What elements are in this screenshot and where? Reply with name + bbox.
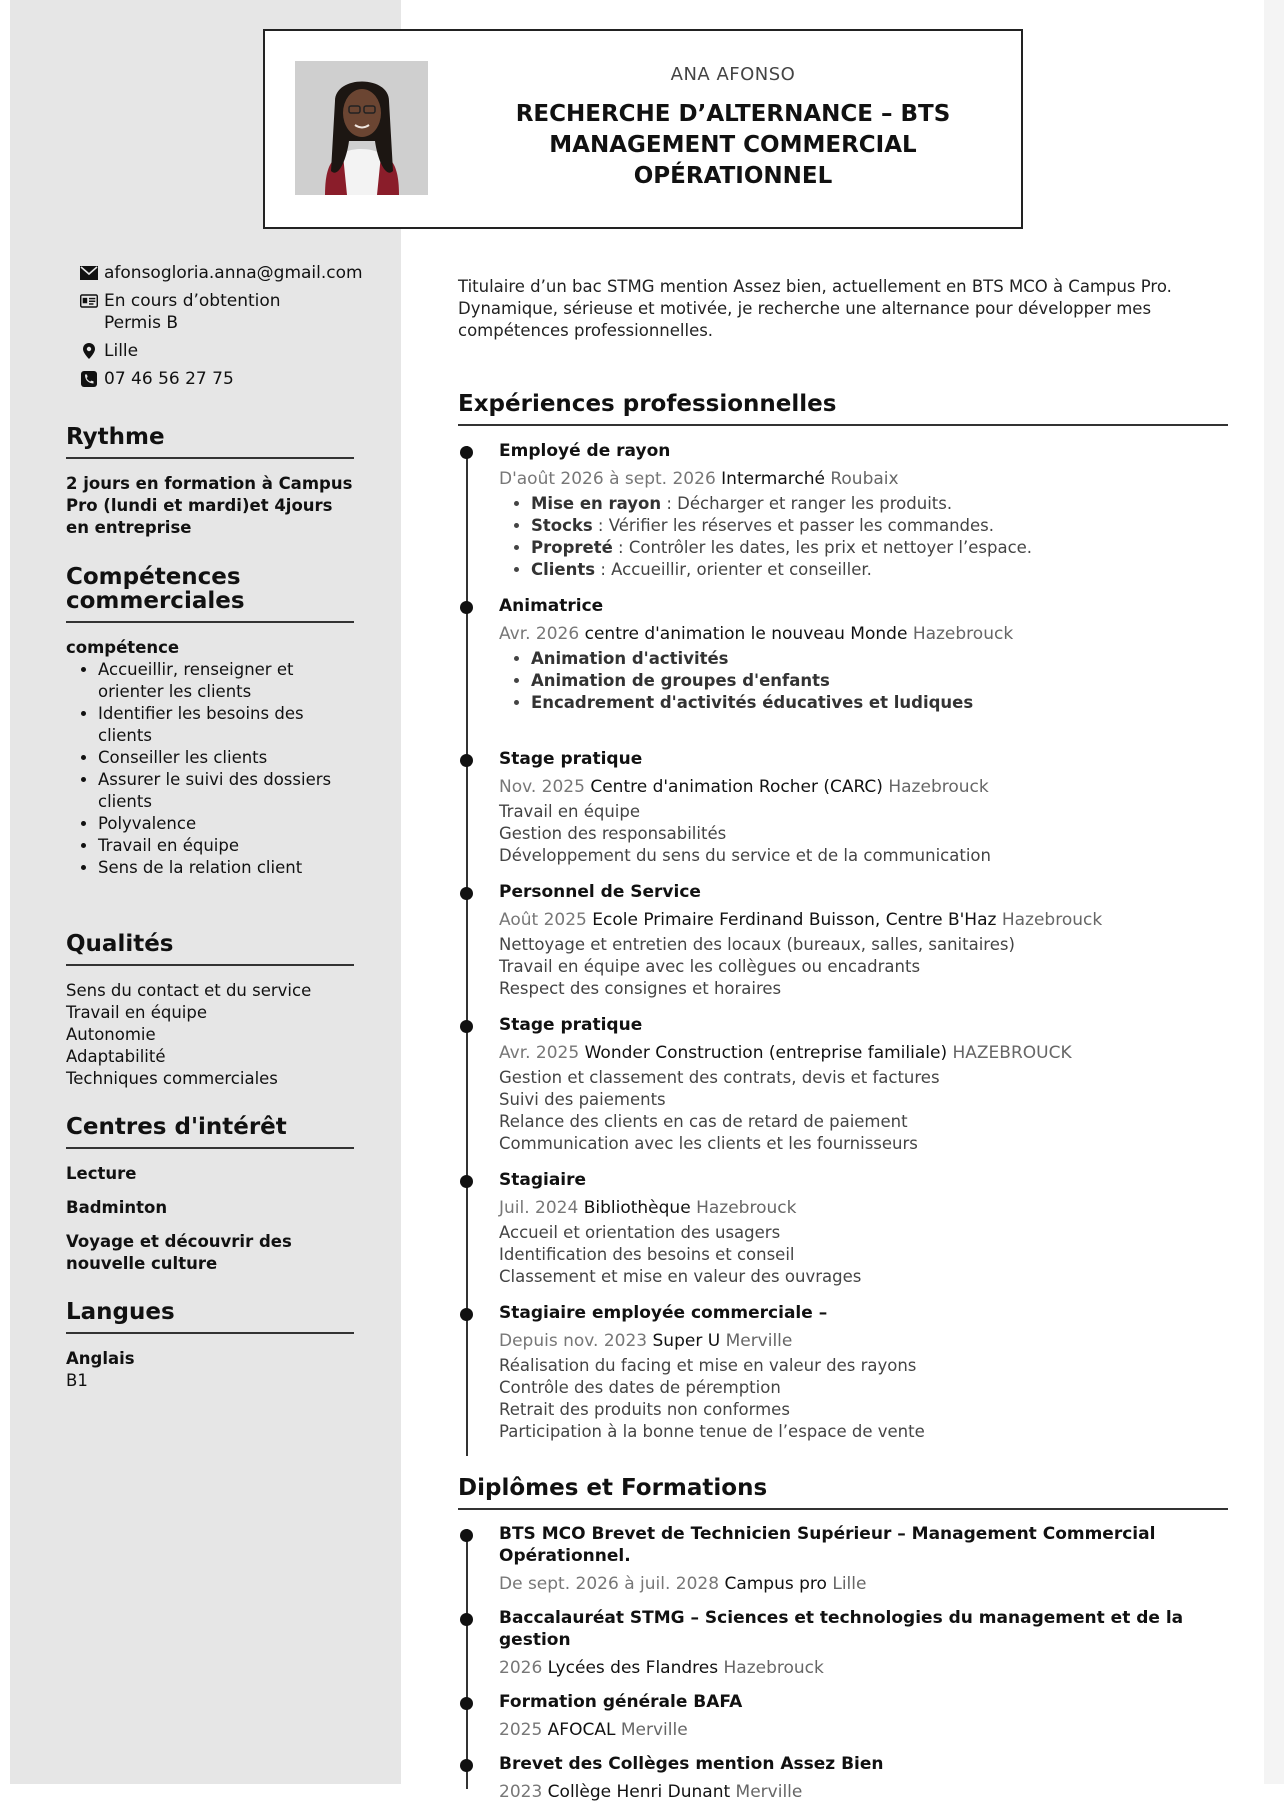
qualite-item: Autonomie [66, 1025, 156, 1044]
qualites-section [66, 932, 354, 1090]
experience-line: Développement du sens du service et de la communication [499, 846, 991, 865]
resume-title: RECHERCHE D’ALTERNANCE – BTS MANAGEMENT COMMERCIAL OPÉRATIONNEL [515, 101, 951, 189]
contact-license [70, 290, 390, 334]
competences-subheading: compétence [66, 638, 180, 657]
bullet-item: • Clients : Accueillir, orienter et conseiller. [531, 559, 1228, 581]
formation-title: BTS MCO Brevet de Technicien Supérieur – Management Commercial Opérationnel. [499, 1524, 1156, 1566]
contact-city [70, 340, 390, 362]
experience-line: Gestion des responsabilités [499, 824, 727, 843]
experience-line: Classement et mise en valeur des ouvrages [499, 1267, 862, 1286]
experience-date: Depuis nov. 2023 [499, 1331, 648, 1351]
formation-entry [458, 1607, 1228, 1679]
experience-city: Merville [725, 1331, 793, 1351]
formation-city: Merville [735, 1782, 803, 1802]
formation-meta [499, 1657, 1228, 1679]
experience-line: Gestion et classement des contrats, devis et factures [499, 1068, 940, 1087]
formation-date: 2025 [499, 1720, 543, 1740]
experience-line: Accueil et orientation des usagers [499, 1223, 781, 1242]
timeline-dot [460, 754, 473, 767]
experience-line: Réalisation du facing et mise en valeur des rayons [499, 1356, 917, 1375]
formation-city: Merville [620, 1720, 688, 1740]
formation-title: Brevet des Collèges mention Assez Bien [499, 1754, 884, 1774]
header-box [263, 29, 1023, 229]
experience-org: Intermarché [721, 469, 825, 489]
experience-org: Super U [652, 1331, 721, 1351]
experience-bullets [499, 493, 1228, 581]
city-text: Lille [104, 341, 139, 361]
formation-city: Hazebrouck [723, 1658, 824, 1678]
email-text: afonsogloria.anna@gmail.com [104, 263, 363, 283]
experience-line: Respect des consignes et horaires [499, 979, 782, 998]
experience-date: Août 2025 [499, 910, 587, 930]
language-level: B1 [66, 1371, 88, 1390]
timeline-dot [460, 1697, 473, 1710]
qualite-item: Techniques commerciales [66, 1069, 278, 1088]
experience-line: Nettoyage et entretien des locaux (bureaux, salles, sanitaires) [499, 935, 1015, 954]
experience-date: Nov. 2025 [499, 777, 585, 797]
formation-meta [499, 1781, 1228, 1803]
formation-org: Lycées des Flandres [547, 1658, 719, 1678]
candidate-name: ANA AFONSO [670, 64, 796, 85]
langues-section [66, 1300, 354, 1392]
profile-photo-image [295, 61, 428, 195]
competences-list [66, 659, 354, 879]
experience-line: Travail en équipe [499, 802, 640, 821]
formation-date: 2026 [499, 1658, 543, 1678]
timeline-dot [460, 1020, 473, 1033]
experience-lines [499, 1222, 1228, 1288]
qualite-item: Sens du contact et du service [66, 981, 312, 1000]
experience-title: Employé de rayon [499, 441, 671, 461]
experience-title: Animatrice [499, 596, 604, 616]
experience-meta [499, 776, 1228, 798]
experience-line: Travail en équipe avec les collègues ou encadrants [499, 957, 921, 976]
interest-item: Voyage et découvrir des nouvelle culture [66, 1232, 292, 1273]
experience-city: Hazebrouck [1001, 910, 1103, 930]
experience-meta [499, 1042, 1228, 1064]
formation-meta [499, 1719, 1228, 1741]
contact-email[interactable] [70, 262, 390, 284]
qualites-heading: Qualités [66, 932, 354, 966]
experience-entry [458, 595, 1228, 714]
competence-item: • Identifier les besoins des clients [98, 703, 354, 747]
rythme-heading: Rythme [66, 425, 354, 459]
competence-item: • Sens de la relation client [98, 857, 354, 879]
formation-entry [458, 1523, 1228, 1595]
experience-date: D'août 2026 à sept. 2026 [499, 469, 716, 489]
experience-line: Relance des clients en cas de retard de paiement [499, 1112, 908, 1131]
interest-item: Badminton [66, 1198, 168, 1217]
bullet-item: • Stocks : Vérifier les réserves et passer les commandes. [531, 515, 1228, 537]
interets-heading: Centres d'intérêt [66, 1115, 354, 1149]
formations-timeline [458, 1523, 1228, 1817]
timeline-dot [460, 1529, 473, 1542]
experience-line: Contrôle des dates de péremption [499, 1378, 781, 1397]
experience-title: Stage pratique [499, 1015, 643, 1035]
formation-title: Formation générale BAFA [499, 1692, 743, 1712]
experience-city: Roubaix [830, 469, 899, 489]
experience-meta [499, 623, 1228, 645]
experience-title: Personnel de Service [499, 882, 701, 902]
experience-city: HAZEBROUCK [952, 1043, 1072, 1063]
experience-date: Juil. 2024 [499, 1198, 579, 1218]
experience-entry [458, 748, 1228, 867]
qualite-item: Travail en équipe [66, 1003, 207, 1022]
formation-date: 2023 [499, 1782, 543, 1802]
envelope-icon [70, 262, 104, 284]
bullet-item: • Mise en rayon : Décharger et ranger les produits. [531, 493, 1228, 515]
experiences-heading: Expériences professionnelles [458, 390, 1228, 426]
experience-lines [499, 801, 1228, 867]
experience-city: Hazebrouck [696, 1198, 797, 1218]
rythme-text: 2 jours en formation à Campus Pro (lundi et mardi)et 4jours en entreprise [66, 474, 353, 537]
formation-entry [458, 1753, 1228, 1803]
competence-item: • Accueillir, renseigner et orienter les clients [98, 659, 354, 703]
contact-phone[interactable] [70, 368, 390, 390]
experience-org: centre d'animation le nouveau Monde [584, 624, 908, 644]
formations-heading: Diplômes et Formations [458, 1474, 1228, 1510]
competence-item: • Assurer le suivi des dossiers clients [98, 769, 354, 813]
timeline-dot [460, 887, 473, 900]
experience-line: Retrait des produits non conformes [499, 1400, 790, 1419]
experience-title: Stagiaire [499, 1170, 587, 1190]
experience-org: Ecole Primaire Ferdinand Buisson, Centre B'Haz [592, 910, 997, 930]
experience-title: Stagiaire employée commerciale – [499, 1303, 828, 1323]
profile-summary: Titulaire d’un bac STMG mention Assez bien, actuellement en BTS MCO à Campus Pro. Dynamique, sérieuse et motivée, je recherche une alternance pour développer mes compétences professionnelles. [458, 277, 1172, 340]
experience-line: Suivi des paiements [499, 1090, 666, 1109]
location-pin-icon [70, 340, 104, 362]
competences-section [66, 565, 354, 879]
timeline-dot [460, 446, 473, 459]
bullet-item: • Propreté : Contrôler les dates, les prix et nettoyer l’espace. [531, 537, 1228, 559]
experience-lines [499, 934, 1228, 1000]
bullet-item: • Encadrement d'activités éducatives et ludiques [531, 692, 1228, 714]
formation-date: De sept. 2026 à juil. 2028 [499, 1574, 720, 1594]
experience-line: Identification des besoins et conseil [499, 1245, 795, 1264]
timeline-dot [460, 1308, 473, 1321]
competence-item: • Conseiller les clients [98, 747, 354, 769]
timeline-dot [460, 601, 473, 614]
phone-icon [70, 368, 104, 390]
timeline-dot [460, 1759, 473, 1772]
page-edge [1264, 0, 1284, 1784]
competence-item: • Travail en équipe [98, 835, 354, 857]
interest-item: Lecture [66, 1164, 137, 1183]
experience-org: Bibliothèque [583, 1198, 691, 1218]
formation-org: Campus pro [724, 1574, 827, 1594]
experience-city: Hazebrouck [912, 624, 1014, 644]
resume-page [10, 0, 1274, 1802]
experience-date: Avr. 2026 [499, 624, 580, 644]
experience-entry [458, 1014, 1228, 1155]
experience-meta [499, 1330, 1228, 1352]
formation-org: AFOCAL [547, 1720, 616, 1740]
experience-city: Hazebrouck [888, 777, 989, 797]
timeline-dot [460, 1175, 473, 1188]
competence-item: • Polyvalence [98, 813, 354, 835]
formation-meta [499, 1573, 1228, 1595]
language-name: Anglais [66, 1349, 135, 1368]
timeline-dot [460, 1613, 473, 1626]
experience-bullets [499, 648, 1228, 714]
formation-city: Lille [832, 1574, 867, 1594]
id-card-icon [70, 290, 104, 312]
experience-line: Communication avec les clients et les fournisseurs [499, 1134, 918, 1153]
phone-text: 07 46 56 27 75 [104, 369, 234, 389]
experience-entry [458, 1169, 1228, 1288]
experience-entry [458, 440, 1228, 581]
experience-entry [458, 1302, 1228, 1443]
profile-photo [295, 61, 428, 195]
experience-org: Wonder Construction (entreprise familiale) [584, 1043, 948, 1063]
qualite-item: Adaptabilité [66, 1047, 166, 1066]
formation-org: Collège Henri Dunant [547, 1782, 731, 1802]
rythme-section [66, 425, 354, 539]
experience-org: Centre d'animation Rocher (CARC) [590, 777, 883, 797]
formation-entry [458, 1691, 1228, 1741]
experience-meta [499, 468, 1228, 490]
experience-date: Avr. 2025 [499, 1043, 580, 1063]
experience-meta [499, 909, 1228, 931]
license-status: En cours d’obtention [104, 291, 281, 311]
experiences-timeline [458, 440, 1228, 1457]
experience-lines [499, 1067, 1228, 1155]
competences-heading: Compétences commerciales [66, 565, 354, 623]
experience-meta [499, 1197, 1228, 1219]
formation-title: Baccalauréat STMG – Sciences et technologies du management et de la gestion [499, 1608, 1184, 1650]
license-type: Permis B [104, 313, 179, 333]
experience-title: Stage pratique [499, 749, 643, 769]
experience-line: Participation à la bonne tenue de l’espace de vente [499, 1422, 925, 1441]
bullet-item: • Animation de groupes d'enfants [531, 670, 1228, 692]
interets-section [66, 1115, 354, 1287]
experience-lines [499, 1355, 1228, 1443]
bullet-item: • Animation d'activités [531, 648, 1228, 670]
contact-block [70, 262, 390, 396]
langues-heading: Langues [66, 1300, 354, 1334]
experience-entry [458, 881, 1228, 1000]
